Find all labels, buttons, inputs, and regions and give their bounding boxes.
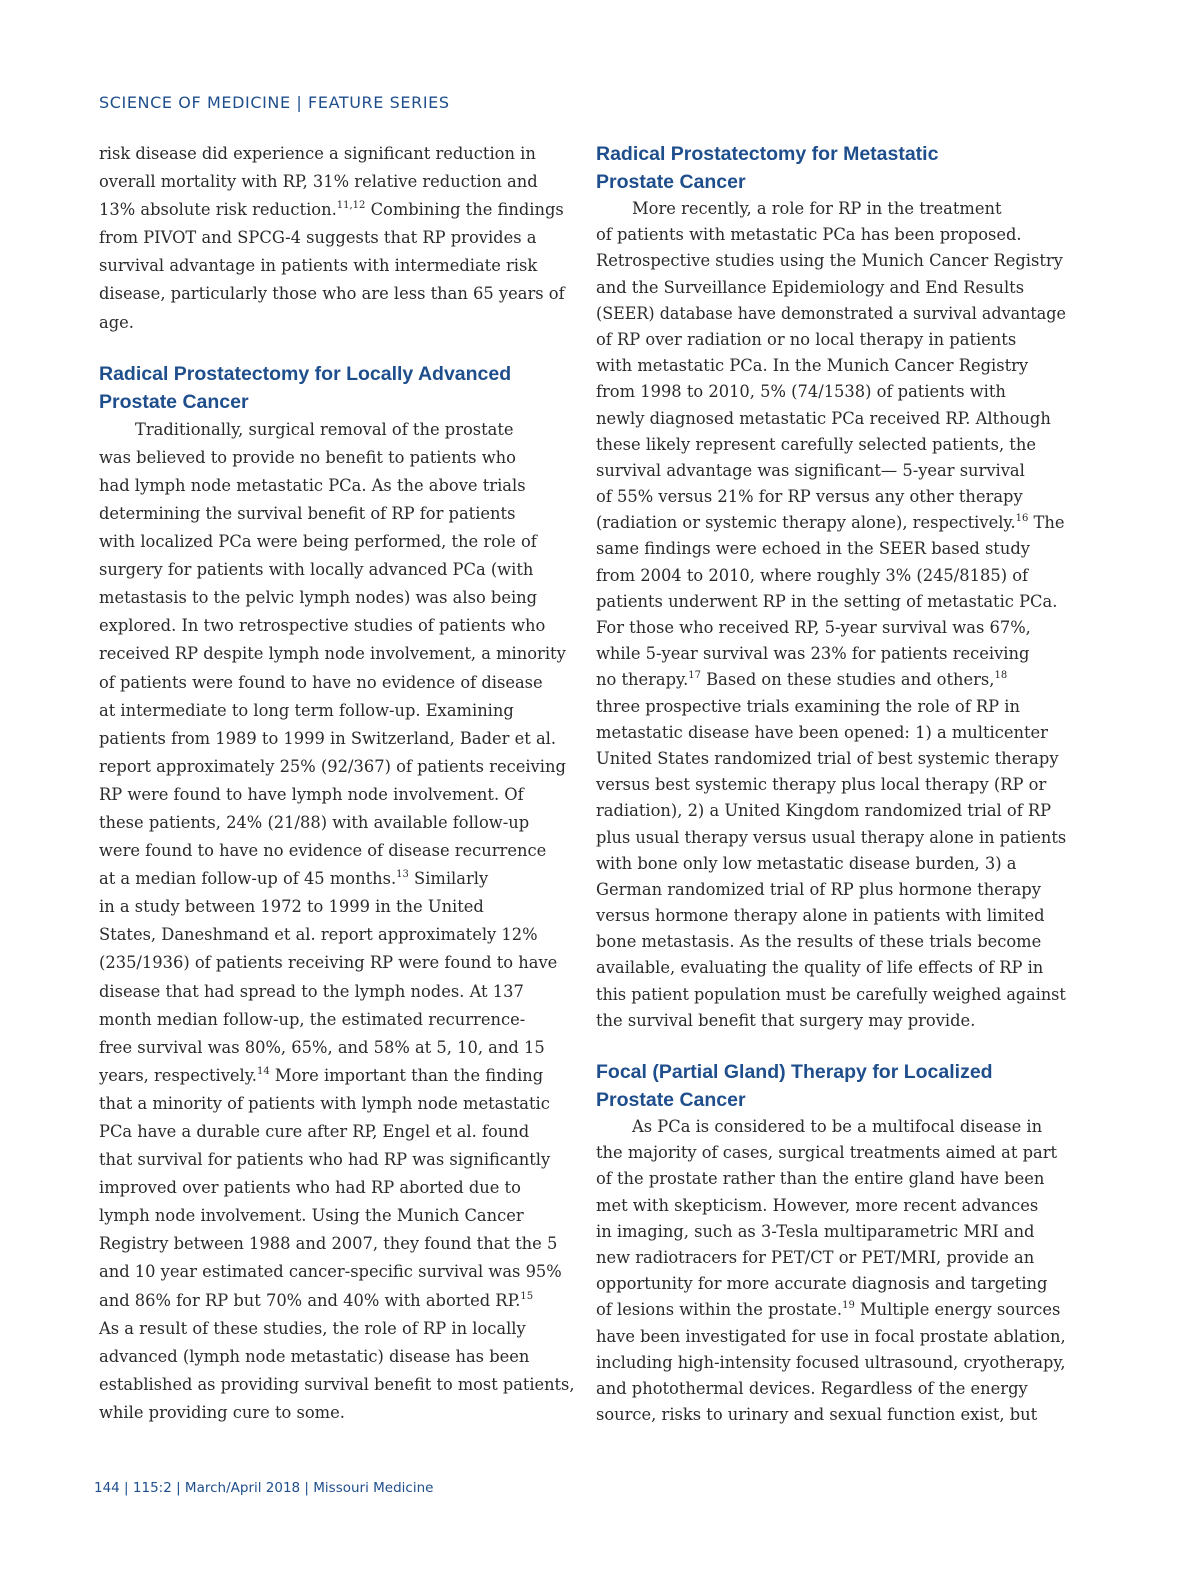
text-line: were found to have no evidence of disease recurrence [99, 841, 547, 861]
text-line: report approximately 25% (92/367) of patients receiving [99, 756, 566, 776]
text-line: improved over patients who had RP aborted due to [99, 1178, 521, 1198]
section-heading-locally-advanced [99, 360, 575, 416]
text-line: advanced (lymph node metastatic) disease has been [99, 1346, 530, 1366]
text-line: Retrospective studies using the Munich Cancer Registry [596, 251, 1063, 271]
text-line: radiation), 2) a United Kingdom randomized trial of RP [596, 801, 1052, 821]
section-heading-metastatic [596, 140, 1066, 196]
text-line: the majority of cases, surgical treatments aimed at part [596, 1143, 1058, 1163]
text-line [99, 1287, 575, 1315]
citation: 18 [994, 670, 1008, 682]
text-line: lymph node involvement. Using the Munich Cancer [99, 1206, 524, 1226]
text-line [99, 196, 575, 224]
text-line: As PCa is considered to be a multifocal disease in [632, 1117, 1043, 1136]
metastatic-paragraph [596, 196, 1066, 1034]
text-line: United States randomized trial of best systemic therapy [596, 748, 1059, 768]
intro-paragraph [99, 140, 575, 337]
text-line: this patient population must be carefully weighed against [596, 984, 1066, 1004]
citation: 16 [1015, 513, 1029, 525]
text-line: was believed to provide no benefit to patients who [99, 447, 516, 467]
text-segment: Combining the findings [365, 200, 564, 220]
text-segment: More important than the finding [269, 1065, 544, 1085]
text-line: from 1998 to 2010, 5% (74/1538) of patients with [596, 382, 1006, 402]
text-line: with bone only low metastatic disease burden, 3) a [596, 853, 1017, 873]
heading-line: Prostate Cancer [596, 171, 746, 193]
text-line [99, 1062, 575, 1090]
text-line: German randomized trial of RP plus hormone therapy [596, 879, 1041, 899]
text-line: newly diagnosed metastatic PCa received RP. Although [596, 408, 1051, 428]
text-line [596, 510, 1066, 536]
text-line: versus best systemic therapy plus local therapy (RP or [596, 775, 1047, 795]
text-line: that a minority of patients with lymph node metastatic [99, 1093, 550, 1113]
citation: 19 [842, 1300, 855, 1312]
text-line: determining the survival benefit of RP for patients [99, 503, 516, 523]
text-line: risk disease did experience a significant reduction in [99, 144, 536, 163]
text-line: met with skepticism. However, more recent advances [596, 1195, 1039, 1215]
text-segment: no therapy. [596, 670, 689, 690]
text-line: that survival for patients who had RP was significantly [99, 1150, 551, 1170]
left-column [99, 140, 575, 1427]
text-line [596, 667, 1066, 693]
heading-line: Prostate Cancer [596, 1089, 746, 1111]
text-line: in imaging, such as 3-Tesla multiparametric MRI and [596, 1221, 1035, 1241]
text-line: survival advantage was significant— 5-year survival [596, 460, 1025, 480]
text-line: Registry between 1988 and 2007, they found that the 5 [99, 1234, 558, 1254]
text-line: available, evaluating the quality of life effects of RP in [596, 958, 1044, 978]
text-line: new radiotracers for PET/CT or PET/MRI, provide an [596, 1247, 1035, 1267]
text-line: while 5-year survival was 23% for patients receiving [596, 644, 1030, 664]
text-line: free survival was 80%, 65%, and 58% at 5, 10, and 15 [99, 1037, 545, 1057]
right-column [596, 140, 1066, 1428]
text-segment: 13% absolute risk reduction. [99, 200, 337, 220]
text-line: source, risks to urinary and sexual function exist, but [596, 1405, 1038, 1425]
text-line: overall mortality with RP, 31% relative reduction and [99, 172, 538, 192]
text-line [99, 865, 575, 893]
heading-line: Prostate Cancer [99, 390, 249, 413]
text-line: these likely represent carefully selected patients, the [596, 434, 1036, 454]
locally-advanced-paragraph [99, 416, 575, 1427]
text-line: three prospective trials examining the role of RP in [596, 696, 1021, 716]
text-line: of 55% versus 21% for RP versus any other therapy [596, 487, 1023, 507]
text-line: with metastatic PCa. In the Munich Cancer Registry [596, 356, 1029, 376]
text-line: of the prostate rather than the entire gland have been [596, 1169, 1045, 1189]
text-line: opportunity for more accurate diagnosis and targeting [596, 1274, 1048, 1294]
text-line: established as providing survival benefit to most patients, [99, 1374, 575, 1394]
text-segment: at a median follow-up of 45 months. [99, 869, 397, 889]
text-line: from PIVOT and SPCG-4 suggests that RP provides a [99, 228, 537, 248]
text-line: of patients were found to have no evidence of disease [99, 672, 543, 692]
text-line: at intermediate to long term follow-up. Examining [99, 700, 514, 720]
text-line: of RP over radiation or no local therapy in patients [596, 329, 1017, 349]
text-line: For those who received RP, 5-year survival was 67%, [596, 618, 1031, 637]
text-line: and the Surveillance Epidemiology and End Results [596, 277, 1025, 297]
text-line: disease, particularly those who are less than 65 years of [99, 284, 565, 304]
text-line: including high-intensity focused ultrasound, cryotherapy, [596, 1352, 1066, 1372]
text-line: disease that had spread to the lymph nodes. At 137 [99, 981, 524, 1001]
text-line: (235/1936) of patients receiving RP were found to have [99, 953, 558, 973]
page-footer: 144 | 115:2 | March/April 2018 | Missouri Medicine [94, 1480, 434, 1496]
text-segment: Similarly [408, 869, 489, 889]
text-line: age. [99, 312, 134, 332]
heading-line: Radical Prostatectomy for Metastatic [596, 143, 939, 165]
section-heading-focal-therapy [596, 1058, 1066, 1114]
text-line: plus usual therapy versus usual therapy alone in patients [596, 827, 1067, 847]
text-line: had lymph node metastatic PCa. As the above trials [99, 475, 526, 495]
text-line: survival advantage in patients with intermediate risk [99, 256, 538, 276]
text-segment: Multiple energy sources [854, 1300, 1061, 1320]
text-line: patients underwent RP in the setting of metastatic PCa. [596, 591, 1058, 611]
text-segment: The [1028, 513, 1065, 533]
text-line: metastasis to the pelvic lymph nodes) was also being [99, 588, 538, 608]
text-line: month median follow-up, the estimated recurrence- [99, 1009, 526, 1029]
text-segment: Based on these studies and others, [700, 670, 995, 690]
text-line: metastatic disease have been opened: 1) a multicenter [596, 722, 1048, 742]
text-line: same findings were echoed in the SEER based study [596, 539, 1030, 559]
focal-therapy-paragraph [596, 1114, 1066, 1428]
text-line: received RP despite lymph node involvement, a minority [99, 644, 566, 664]
citation: 14 [256, 1065, 270, 1077]
text-line: patients from 1989 to 1999 in Switzerland, Bader et al. [99, 728, 557, 748]
text-segment: of lesions within the prostate. [596, 1300, 843, 1320]
citation: 17 [688, 670, 701, 682]
text-line: with localized PCa were being performed, the role of [99, 532, 537, 552]
text-line: in a study between 1972 to 1999 in the United [99, 897, 484, 917]
text-line: from 2004 to 2010, where roughly 3% (245/8185) of [596, 565, 1029, 585]
text-segment: (radiation or systemic therapy alone), respectively. [596, 513, 1016, 533]
citation: 11,12 [336, 200, 366, 212]
text-line: while providing cure to some. [99, 1402, 345, 1422]
citation: 13 [396, 869, 409, 881]
text-line: have been investigated for use in focal prostate ablation, [596, 1326, 1066, 1346]
running-header: SCIENCE OF MEDICINE | FEATURE SERIES [99, 93, 450, 112]
text-line: of patients with metastatic PCa has been proposed. [596, 225, 1022, 245]
text-segment: and 86% for RP but 70% and 40% with aborted RP. [99, 1290, 521, 1310]
text-line: Traditionally, surgical removal of the prostate [135, 419, 514, 439]
text-line: As a result of these studies, the role of RP in locally [99, 1318, 526, 1338]
text-line: PCa have a durable cure after RP, Engel et al. found [99, 1122, 530, 1141]
text-line: and photothermal devices. Regardless of the energy [596, 1378, 1028, 1398]
text-line: the survival benefit that surgery may provide. [596, 1010, 976, 1030]
text-segment: years, respectively. [99, 1065, 257, 1085]
text-line: and 10 year estimated cancer-specific survival was 95% [99, 1262, 562, 1282]
text-line: RP were found to have lymph node involvement. Of [99, 784, 524, 804]
text-line: (SEER) database have demonstrated a survival advantage [596, 303, 1066, 323]
text-line: these patients, 24% (21/88) with available follow-up [99, 812, 530, 832]
text-line: More recently, a role for RP in the treatment [632, 199, 1002, 218]
heading-line: Focal (Partial Gland) Therapy for Localized [596, 1061, 993, 1083]
text-line: bone metastasis. As the results of these trials become [596, 932, 1042, 952]
text-line: explored. In two retrospective studies of patients who [99, 616, 546, 636]
text-line: versus hormone therapy alone in patients with limited [596, 906, 1045, 926]
heading-line: Radical Prostatectomy for Locally Advanced [99, 362, 512, 385]
citation: 15 [520, 1290, 534, 1302]
text-line: surgery for patients with locally advanced PCa (with [99, 560, 534, 580]
text-line: States, Daneshmand et al. report approximately 12% [99, 925, 538, 945]
text-line [596, 1297, 1066, 1323]
